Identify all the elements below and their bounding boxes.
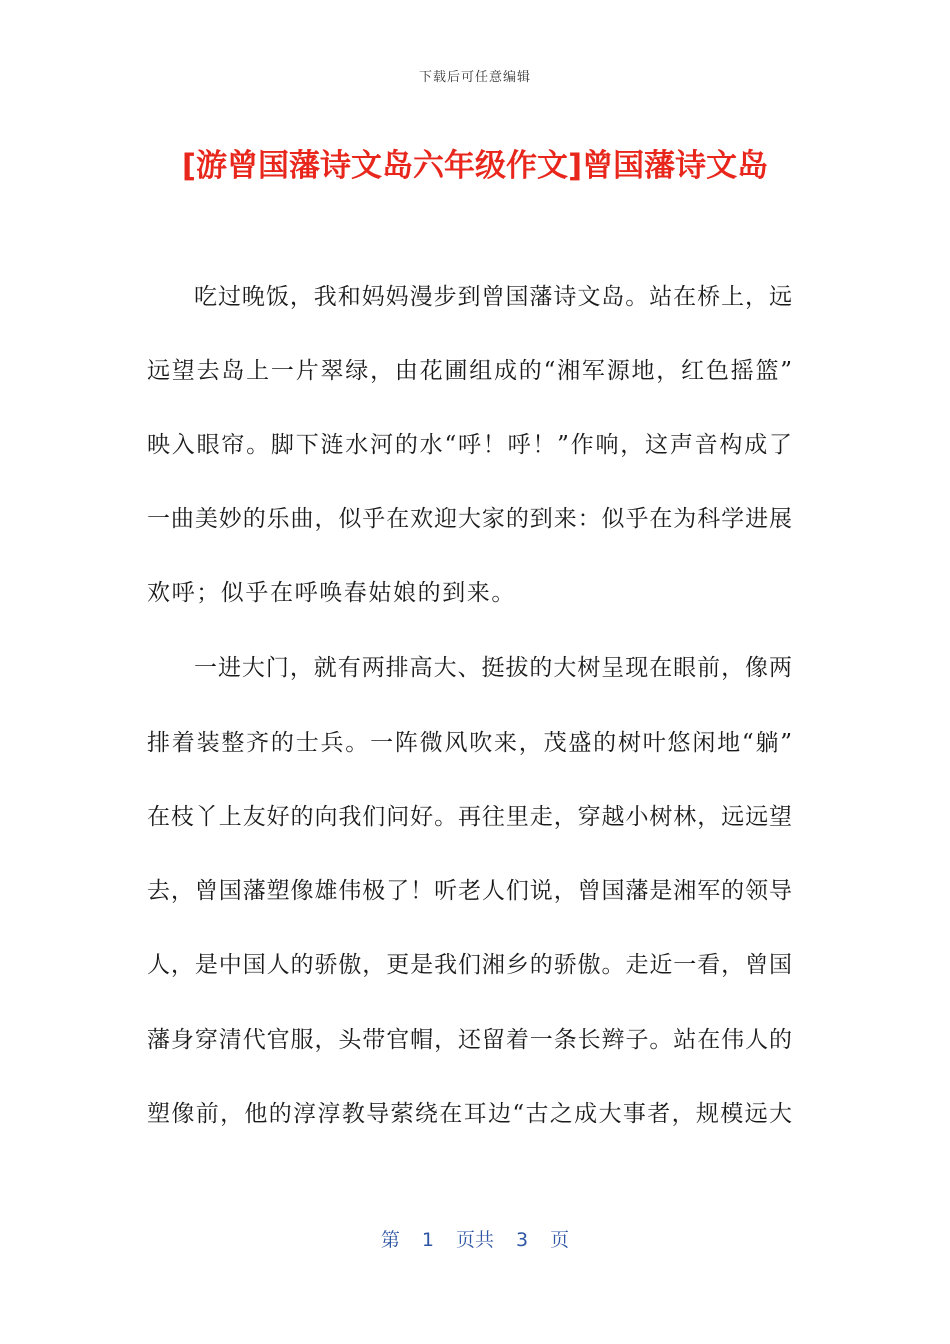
paragraph-line: 人，是中国人的骄傲，更是我们湘乡的骄傲。走近一看，曾国 bbox=[147, 952, 792, 978]
page-current: 1 bbox=[421, 1229, 434, 1251]
page-end-label: 页 bbox=[550, 1229, 570, 1251]
paragraph-line: 映入眼帘。脚下涟水河的水“呼！呼！”作响，这声音构成了 bbox=[147, 432, 792, 458]
paragraph-line: 一进大门，就有两排高大、挺拔的大树呈现在眼前，像两 bbox=[194, 655, 792, 681]
page-footer bbox=[0, 1225, 950, 1252]
paragraph-line: 远望去岛上一片翠绿，由花圃组成的“湘军源地，红色摇篮” bbox=[147, 358, 792, 384]
document-title: [游曾国藩诗文岛六年级作文]曾国藩诗文岛 bbox=[181, 148, 769, 184]
paragraph-line: 在枝丫上友好的向我们问好。再往里走，穿越小树林，远远望 bbox=[147, 804, 792, 830]
page-label: 第 bbox=[380, 1229, 400, 1251]
paragraph-line: 一曲美妙的乐曲，似乎在欢迎大家的到来：似乎在为科学进展 bbox=[147, 506, 792, 532]
paragraph-line: 塑像前，他的淳淳教导萦绕在耳边“古之成大事者，规模远大 bbox=[147, 1101, 792, 1127]
paragraph-line: 排着装整齐的士兵。一阵微风吹来，茂盛的树叶悠闲地“躺” bbox=[147, 730, 792, 756]
paragraph-line: 吃过晚饭，我和妈妈漫步到曾国藩诗文岛。站在桥上，远 bbox=[194, 284, 792, 310]
page-total: 3 bbox=[516, 1229, 529, 1251]
paragraph-line: 藩身穿清代官服，头带官帽，还留着一条长辫子。站在伟人的 bbox=[147, 1027, 792, 1053]
page-total-label: 页共 bbox=[455, 1229, 494, 1251]
paragraph-line: 去，曾国藩塑像雄伟极了！听老人们说，曾国藩是湘军的领导 bbox=[147, 878, 792, 904]
header-note: 下载后可任意编辑 bbox=[418, 70, 531, 85]
paragraph-line: 欢呼；似乎在呼唤春姑娘的到来。 bbox=[147, 580, 516, 606]
